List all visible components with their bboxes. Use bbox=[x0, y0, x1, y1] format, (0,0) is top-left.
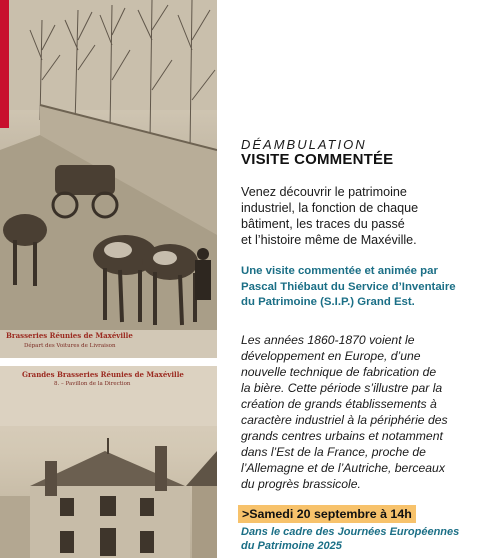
top-photo-subcaption: Départ des Voitures de Livraison bbox=[24, 343, 116, 349]
history-line: développement en Europe, d’une bbox=[241, 349, 421, 363]
history-line: l’Allemagne et de l’Autriche, berceaux bbox=[241, 461, 445, 475]
top-photo-caption: Brasseries Réunies de Maxéville bbox=[6, 331, 133, 340]
intro-line: industriel, la fonction de chaque bbox=[241, 201, 419, 215]
history-line: grands centres urbains et notamment bbox=[241, 429, 443, 443]
history-line: dans l’Est de la France, proche de bbox=[241, 445, 426, 459]
event-date-badge: >Samedi 20 septembre à 14h bbox=[238, 505, 416, 523]
postcard-delivery-wagons bbox=[0, 0, 217, 358]
postcard-direction-pavilion bbox=[0, 366, 217, 558]
intro-paragraph bbox=[241, 184, 491, 248]
history-line: nouvelle technique de fabrication de bbox=[241, 365, 437, 379]
event-context bbox=[241, 525, 459, 553]
history-line: caractère industriel à la périphérie des bbox=[241, 413, 448, 427]
guide-line: du Patrimoine (S.I.P.) Grand Est. bbox=[241, 296, 415, 308]
section-kicker: DÉAMBULATION bbox=[241, 137, 367, 152]
postcard-direction-pavilion-illustration bbox=[0, 366, 217, 558]
photo-divider bbox=[0, 358, 217, 366]
history-paragraph bbox=[241, 332, 497, 492]
history-line: Les années 1860-1870 voient le bbox=[241, 333, 415, 347]
red-accent-strip bbox=[0, 0, 9, 128]
intro-line: et l’histoire même de Maxéville. bbox=[241, 233, 417, 247]
guide-line: Une visite commentée et animée par bbox=[241, 265, 438, 277]
photo-column bbox=[0, 0, 217, 558]
event-context-line: du Patrimoine 2025 bbox=[241, 540, 342, 552]
event-context-line: Dans le cadre des Journées Européennes bbox=[241, 526, 460, 538]
guide-line: Pascal Thiébaut du Service d’Inventaire bbox=[241, 280, 456, 293]
page-title: VISITE COMMENTÉE bbox=[241, 151, 394, 168]
history-line: du progrès brassicole. bbox=[241, 477, 361, 491]
intro-line: Venez découvrir le patrimoine bbox=[241, 185, 407, 199]
history-line: création de grands établissements à bbox=[241, 397, 437, 411]
guide-paragraph bbox=[241, 264, 491, 311]
bottom-photo-caption: Grandes Brasseries Réunies de Maxéville bbox=[22, 370, 184, 379]
bottom-photo-subcaption: 8. – Pavillon de la Direction bbox=[54, 381, 131, 387]
intro-line: bâtiment, les traces du passé bbox=[241, 217, 405, 231]
postcard-delivery-wagons-illustration bbox=[0, 0, 217, 358]
history-line: la bière. Cette période s’illustre par la bbox=[241, 381, 443, 395]
